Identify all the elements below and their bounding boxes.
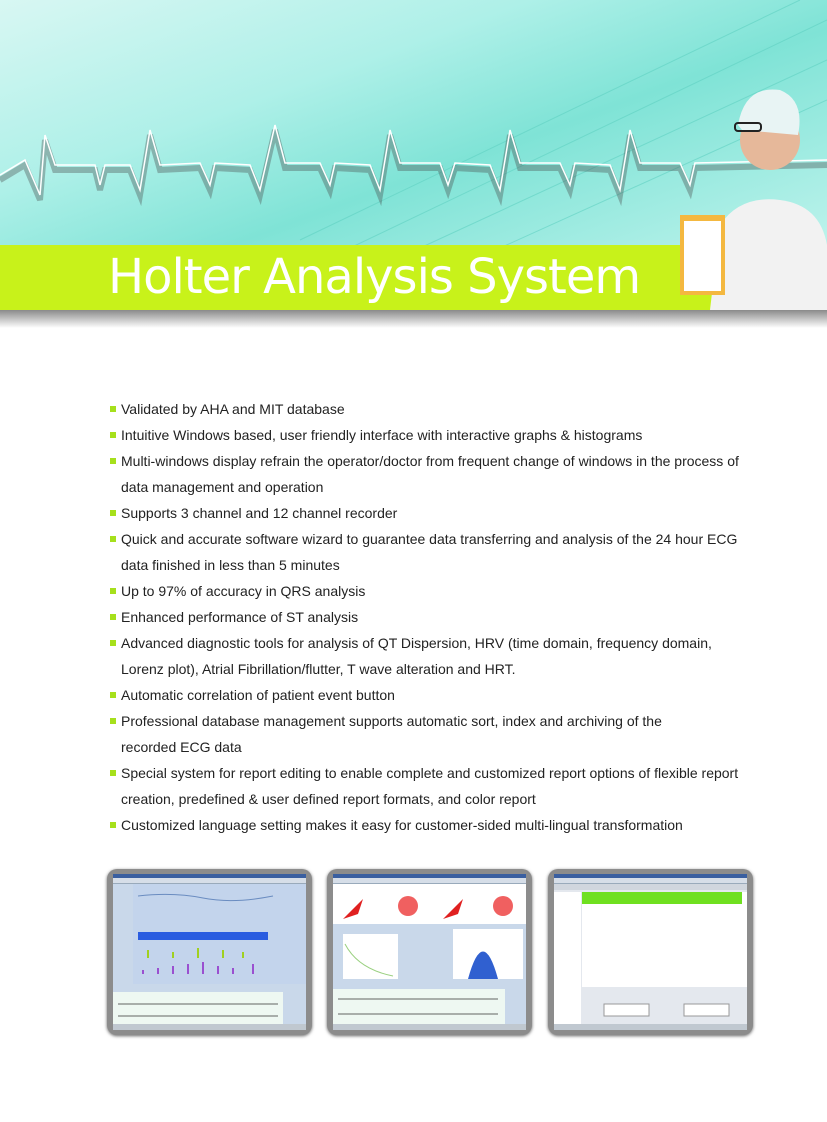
feature-text: creation, predefined & user defined report formats, and color report	[121, 791, 536, 807]
feature-text: Enhanced performance of ST analysis	[121, 609, 359, 625]
bullet-icon	[110, 536, 116, 542]
feature-text: Advanced diagnostic tools for analysis of QT Dispersion, HRV (time domain, frequency domain,	[121, 635, 712, 651]
feature-text: Lorenz plot), Atrial Fibrillation/flutter, T wave alteration and HRT.	[121, 661, 516, 677]
screenshot-patient-database	[548, 869, 753, 1035]
feature-text: Customized language setting makes it easy for customer-sided multi-lingual transformation	[121, 817, 683, 833]
bullet-icon	[110, 822, 116, 828]
feature-text: Special system for report editing to enable complete and customized report options of flexible report	[121, 765, 739, 781]
bullet-icon	[110, 718, 116, 724]
bullet-icon	[110, 770, 116, 776]
feature-item	[110, 450, 790, 502]
feature-text: Validated by AHA and MIT database	[121, 401, 345, 417]
feature-item	[110, 762, 790, 814]
feature-text: Quick and accurate software wizard to guarantee data transferring and analysis of the 24 hour ECG	[121, 531, 738, 547]
doctor-photo	[650, 75, 827, 310]
feature-item	[110, 684, 790, 710]
feature-text: data finished in less than 5 minutes	[121, 557, 340, 573]
feature-list	[110, 398, 790, 840]
bullet-icon	[110, 432, 116, 438]
feature-item	[110, 606, 790, 632]
bullet-icon	[110, 458, 116, 464]
feature-text: Professional database management supports automatic sort, index and archiving of the	[121, 713, 662, 729]
feature-text: recorded ECG data	[121, 739, 242, 755]
database-window-graphic	[554, 884, 747, 1030]
feature-text: Intuitive Windows based, user friendly interface with interactive graphs & histograms	[121, 427, 643, 443]
screenshot-ecg-trends	[107, 869, 312, 1035]
feature-text: data management and operation	[121, 479, 324, 495]
bullet-icon	[110, 510, 116, 516]
feature-item	[110, 398, 790, 424]
trend-charts-graphic	[113, 884, 306, 1030]
feature-text: Multi-windows display refrain the operator/doctor from frequent change of windows in the process of	[121, 453, 739, 469]
bullet-icon	[110, 614, 116, 620]
feature-item	[110, 814, 790, 840]
feature-item	[110, 528, 790, 580]
feature-item	[110, 502, 790, 528]
feature-text: Up to 97% of accuracy in QRS analysis	[121, 583, 366, 599]
bullet-icon	[110, 406, 116, 412]
page-title: Holter Analysis System	[108, 249, 641, 305]
hrv-charts-graphic	[333, 884, 526, 1030]
feature-text: Supports 3 channel and 12 channel recorder	[121, 505, 398, 521]
feature-item	[110, 710, 790, 762]
screenshot-hrv-analysis	[327, 869, 532, 1035]
feature-item	[110, 580, 790, 606]
feature-item	[110, 632, 790, 684]
feature-item	[110, 424, 790, 450]
feature-text: Automatic correlation of patient event button	[121, 687, 395, 703]
bullet-icon	[110, 588, 116, 594]
banner-shadow	[0, 310, 827, 328]
bullet-icon	[110, 640, 116, 646]
bullet-icon	[110, 692, 116, 698]
